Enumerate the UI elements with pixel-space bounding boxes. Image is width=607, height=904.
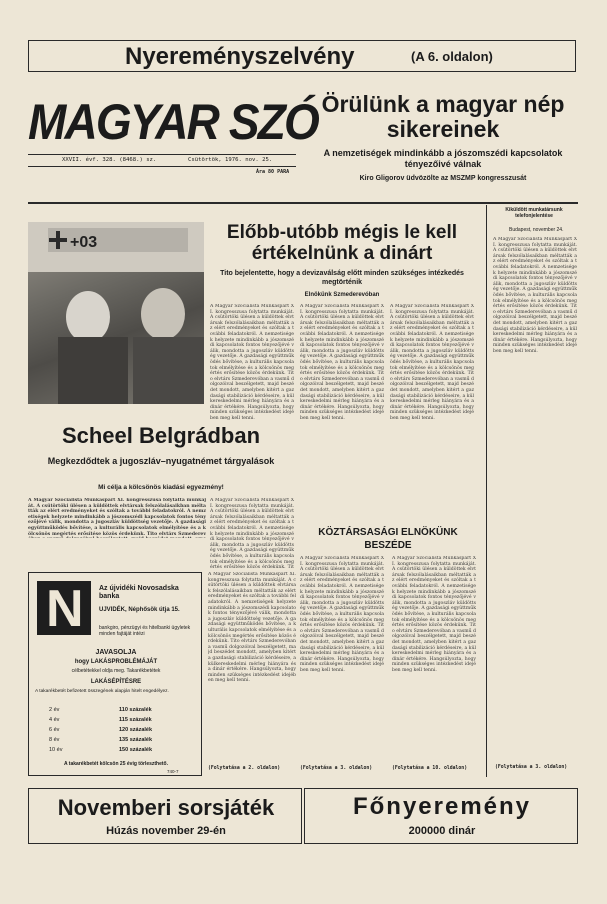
date-line: Csütörtök, 1976. nov. 25. (188, 157, 273, 163)
photo-plane (48, 228, 188, 252)
rate-table (49, 707, 189, 759)
rate-pct: 110 százalék (119, 707, 152, 713)
coat-right (133, 337, 204, 404)
rate-years: 10 év (49, 747, 63, 753)
ad-code: 740-7 (167, 769, 179, 774)
rate-pct: 115 százalék (119, 717, 152, 723)
scheel-story (28, 424, 294, 570)
bank-logo (37, 580, 91, 638)
middle-column (208, 572, 296, 776)
rate-years: 4 év (49, 717, 60, 723)
ad-footer: A takarékbetét kölcsön 25 évig törleszthető. (63, 761, 169, 767)
rate-pct: 150 százalék (119, 747, 153, 753)
bank-ad (28, 572, 202, 776)
main-story-col-3: A Magyar Szocialista Munkáspárt XI. kongresszusa folytatta munkáját. A csütörtöki ülésen a küldöttek elvtársak felszólalásaikban méltatták az elért eredményeket és szóltak a további feladatokról. A nemzetiségek helyzete mindinkább a jószomszédi kapcsolatok fontos tényezőjévé válik, mondotta a jugoszláv küldöttség vezetője. A gazdasági együttműködés bővítése, a kulturális kapcsolatok elmélyítése és a kölcsönös megértés erősítése közös érdekünk. Tito elvtárs Szmederevóban a vasmű dolgozóival beszélgetett, majd beszédet mondott, amelyben kitért a gazdasági stabilizáció kérdéseire, a külkereskedelmi mérleg hiányára és a dinár értékére. Hangsúlyozta, hogy minden szükséges intézkedést idejében meg kell tenni. (390, 304, 474, 421)
main-story-sub: Tito bejelentette, hogy a devizaválság előtt minden szükséges intézkedés megtörténik (220, 270, 464, 286)
kozt-story (300, 526, 476, 776)
plane-code: +03 (70, 234, 98, 251)
middle-col-text: A Magyar Szocialista Munkáspárt XI. kongresszusa folytatta munkáját. A csütörtöki ülésen a küldöttek elvtársak felszólalásaikban méltatták az elért eredményeket és szóltak a további feladatokról. A nemzetiségek helyzete mindinkább a jószomszédi kapcsolatok fontos tényezőjévé válik, mondotta a jugoszláv küldöttség vezetője. A gazdasági együttműködés bővítése, a kulturális kapcsolatok elmélyítése és a kölcsönös megértés erősítése közös érdekünk. Tito elvtárs Szmederevóban a vasmű dolgozóival beszélgetett, majd beszédet mondott, amelyben kitért a gazdasági stabilizáció kérdéseire, a külkereskedelmi mérleg hiányára és a dinár értékére. Hangsúlyozta, hogy minden szükséges intézkedést idejében meg kell tenni. (208, 572, 296, 684)
bank-name: Az újvidéki Novosadska banka (99, 585, 179, 600)
javaslat-text: célbetétekkel oldja meg. Takarékbetétek (71, 668, 161, 674)
bottom-right-title: Főnyeremény (352, 793, 532, 820)
headline-right (308, 92, 578, 187)
headline-right-byline: Kiro Gligorov üdvözölte az MSZMP kongresszusát (359, 175, 527, 182)
scheel-col: A Magyar Szocialista Munkáspárt XI. kongresszusa folytatta munkáját. A csütörtöki ülésen a küldöttek elvtársak felszólalásaikban méltatták az elért eredményeket és szóltak a további feladatokról. A nemzetiségek helyzete mindinkább a jószomszédi kapcsolatok fontos tényezőjévé válik, mondotta a jugoszláv küldöttség vezetője. A gazdasági együttműködés bővítése, a kulturális kapcsolatok elmélyítése és a kölcsönös megértés erősítése közös érdekünk. Tit (210, 498, 294, 570)
bank-logo-letter: N (46, 580, 84, 638)
main-story-title: Előbb-utóbb mégis le kell értékelnünk a dinárt (226, 222, 458, 264)
main-story-col-2: A Magyar Szocialista Munkáspárt XI. kongresszusa folytatta munkáját. A csütörtöki ülésen a küldöttek elvtársak felszólalásaikban méltatták az elért eredményeket és szóltak a további feladatokról. A nemzetiségek helyzete mindinkább a jószomszédi kapcsolatok fontos tényezőjévé válik, mondotta a jugoszláv küldöttség vezetője. A gazdasági együttműködés bővítése, a kulturális kapcsolatok elmélyítése és a kölcsönös megértés erősítése közös érdekünk. Tito elvtárs Szmederevóban a vasmű dolgozóival beszélgetett, majd beszédet mondott, amelyben kitért a gazdasági stabilizáció kérdéseire, a külkereskedelmi mérleg hiányára és a dinár értékére. Hangsúlyozta, hogy minden szükséges intézkedést idejében meg kell tenni. (300, 304, 384, 421)
bottom-left-banner (28, 788, 302, 844)
price: Ára 80 PARA (256, 169, 290, 175)
rate-years: 2 év (49, 707, 60, 713)
person-right (141, 288, 185, 340)
issue-line: XXVII. évf. 328. (8468.) sz. (62, 157, 157, 163)
banner-ref: (A 6. oldalon) (411, 49, 493, 64)
banner-title: Nyereményszelvény (125, 43, 355, 70)
lakas-title: LAKÁSÉPÍTÉSRE (90, 679, 142, 685)
scheel-kicker: Mi célja a kölcsönös kiadási egyezmény! (98, 484, 224, 491)
top-banner (28, 40, 576, 72)
scheel-title: Scheel Belgrádban (61, 423, 261, 448)
rate-row (49, 717, 189, 727)
scheel-sub: Megkezdődtek a jugoszláv–nyugatnémet tárgyalások (47, 456, 275, 466)
headline-right-title: Örülünk a magyar nép sikereinek (321, 91, 565, 142)
main-story-col-1: A Magyar Szocialista Munkáspárt XI. kongresszusa folytatta munkáját. A csütörtöki ülésen a küldöttek elvtársak felszólalásaikban méltatták az elért eredményeket és szóltak a további feladatokról. A nemzetiségek helyzete mindinkább a jószomszédi kapcsolatok fontos tényezőjévé válik, mondotta a jugoszláv küldöttség vezetője. A gazdasági együttműködés bővítése, a kulturális kapcsolatok elmélyítése és a kölcsönös megértés erősítése közös érdekünk. Tito elvtárs Szmederevóban a vasmű dolgozóival beszélgetett, majd beszédet mondott, amelyben kitért a gazdasági stabilizáció kérdéseire, a külkereskedelmi mérleg hiányára és a dinár értékére. Hangsúlyozta, hogy minden szükséges intézkedést idejében meg kell tenni. (210, 304, 294, 421)
right-dateline: Budapest, november 24. (509, 227, 564, 233)
right-col-text: A Magyar Szocialista Munkáspárt XI. kongresszusa folytatta munkáját. A csütörtöki ülésen a küldöttek elvtársak felszólalásaikban méltatták az elért eredményeket és szóltak a további feladatokról. A nemzetiségek helyzete mindinkább a jószomszédi kapcsolatok fontos tényezőjévé válik, mondotta a jugoszláv küldöttség vezetője. A gazdasági együttműködés bővítése, a kulturális kapcsolatok elmélyítése és a kölcsönös megértés erősítése közös érdekünk. Tito elvtárs Szmederevóban a vasmű dolgozóival beszélgetett, majd beszédet mondott, amelyben kitért a gazdasági stabilizáció kérdéseire, a külkereskedelmi mérleg hiányára és a dinár értékére. Hangsúlyozta, hogy minden szükséges intézkedést idejében meg kell tenni. (493, 237, 577, 354)
kozt-footer-a: (Folytatása a 3. oldalon) (300, 766, 373, 771)
javaslat-sub: hogy LAKÁSPROBLÉMÁJÁT (74, 659, 158, 665)
rate-pct: 120 százalék (119, 727, 153, 733)
person-left (66, 291, 110, 343)
bottom-right-sub: 200000 dinár (408, 825, 476, 837)
rate-years: 8 év (49, 737, 60, 743)
headline-right-sub: A nemzetiségek mindinkább a jószomszédi kapcsolatok tényezőivé válnak (323, 148, 563, 169)
bottom-left-sub: Húzás november 29-én (106, 825, 226, 837)
kozt-footer-b: (Folytatása a 10. oldalon) (392, 766, 468, 771)
bank-text: bankgiro, pénzügyi és hitelbanki ügyletek minden fajtáját intézi (99, 625, 191, 637)
kozt-col-2: A Magyar Szocialista Munkáspárt XI. kongresszusa folytatta munkáját. A csütörtöki ülésen a küldöttek elvtársak felszólalásaikban méltatták az elért eredményeket és szóltak a további feladatokról. A nemzetiségek helyzete mindinkább a jószomszédi kapcsolatok fontos tényezőjévé válik, mondotta a jugoszláv küldöttség vezetője. A gazdasági együttműködés bővítése, a kulturális kapcsolatok elmélyítése és a kölcsönös megértés erősítése közös érdekünk. Tito elvtárs Szmederevóban a vasmű dolgozóival beszélgetett, majd beszédet mondott, amelyben kitért a gazdasági stabilizáció kérdéseire, a külkereskedelmi mérleg hiányára és a dinár értékére. Hangsúlyozta, hogy minden szükséges intézkedést idejében meg kell tenni. (392, 556, 476, 673)
right-footer: (Folytatása a 3. oldalon) (495, 765, 568, 770)
section-rule (28, 202, 578, 204)
right-column (486, 205, 578, 777)
bottom-right-banner (304, 788, 578, 844)
masthead-title: MAGYAR SZÓ (28, 94, 318, 150)
bottom-left-title: Novemberi sorsjáték (57, 795, 275, 820)
bank-sub: UJVIDÉK, Néphősök útja 15. (99, 607, 180, 613)
masthead (28, 92, 318, 177)
right-kicker: Kiküldött munkatársunk telefonjelentése (505, 207, 563, 219)
middle-footer: (Folytatása a 2. oldalon) (208, 766, 281, 771)
main-story-dateline: Elnökünk Szmederevóban (304, 292, 380, 298)
main-photo (28, 222, 204, 404)
rate-pct: 135 százalék (119, 737, 153, 743)
rate-row (49, 707, 189, 717)
kozt-col-1: A Magyar Szocialista Munkáspárt XI. kongresszusa folytatta munkáját. A csütörtöki ülésen a küldöttek elvtársak felszólalásaikban méltatták az elért eredményeket és szóltak a további feladatokról. A nemzetiségek helyzete mindinkább a jószomszédi kapcsolatok fontos tényezőjévé válik, mondotta a jugoszláv küldöttség vezetője. A gazdasági együttműködés bővítése, a kulturális kapcsolatok elmélyítése és a kölcsönös megértés erősítése közös érdekünk. Tito elvtárs Szmederevóban a vasmű dolgozóival beszélgetett, majd beszédet mondott, amelyben kitért a gazdasági stabilizáció kérdéseire, a külkereskedelmi mérleg hiányára és a dinár értékére. Hangsúlyozta, hogy minden szükséges intézkedést idejében meg kell tenni. (300, 556, 384, 673)
coat-left (58, 337, 128, 404)
rate-years: 6 év (49, 727, 60, 733)
rate-row (49, 737, 189, 747)
scheel-lede: A Magyar Szocialista Munkáspárt XI. kongresszusa folytatta munkáját. A csütörtöki ülésen a küldöttek elvtársak felszólalásaikban méltatták az elért eredményeket és szóltak a további feladatokról. A nemzetiségek helyzete mindinkább a jószomszédi kapcsolatok fontos tényezőjévé válik, mondotta a jugoszláv küldöttség vezetője. A gazdasági együttműködés bővítése, a kulturális kapcsolatok elmélyítése és a kölcsönös megértés erősítése közös érdekünk. Tito elvtárs Szmederev (28, 498, 206, 537)
photo-scene (28, 222, 204, 404)
masthead-rule (28, 154, 296, 155)
masthead-rule-2 (28, 166, 296, 167)
rate-row (49, 747, 189, 757)
lakas-text: A takarékbetét befizetett összegének alapján hitelt engedélyez. (35, 689, 169, 694)
javaslat-title: JAVASOLJA (95, 649, 137, 656)
rate-row (49, 727, 189, 737)
kozt-title: KÖZTÁRSASÁGI ELNÖKÜNK BESZÉDE (318, 527, 458, 551)
